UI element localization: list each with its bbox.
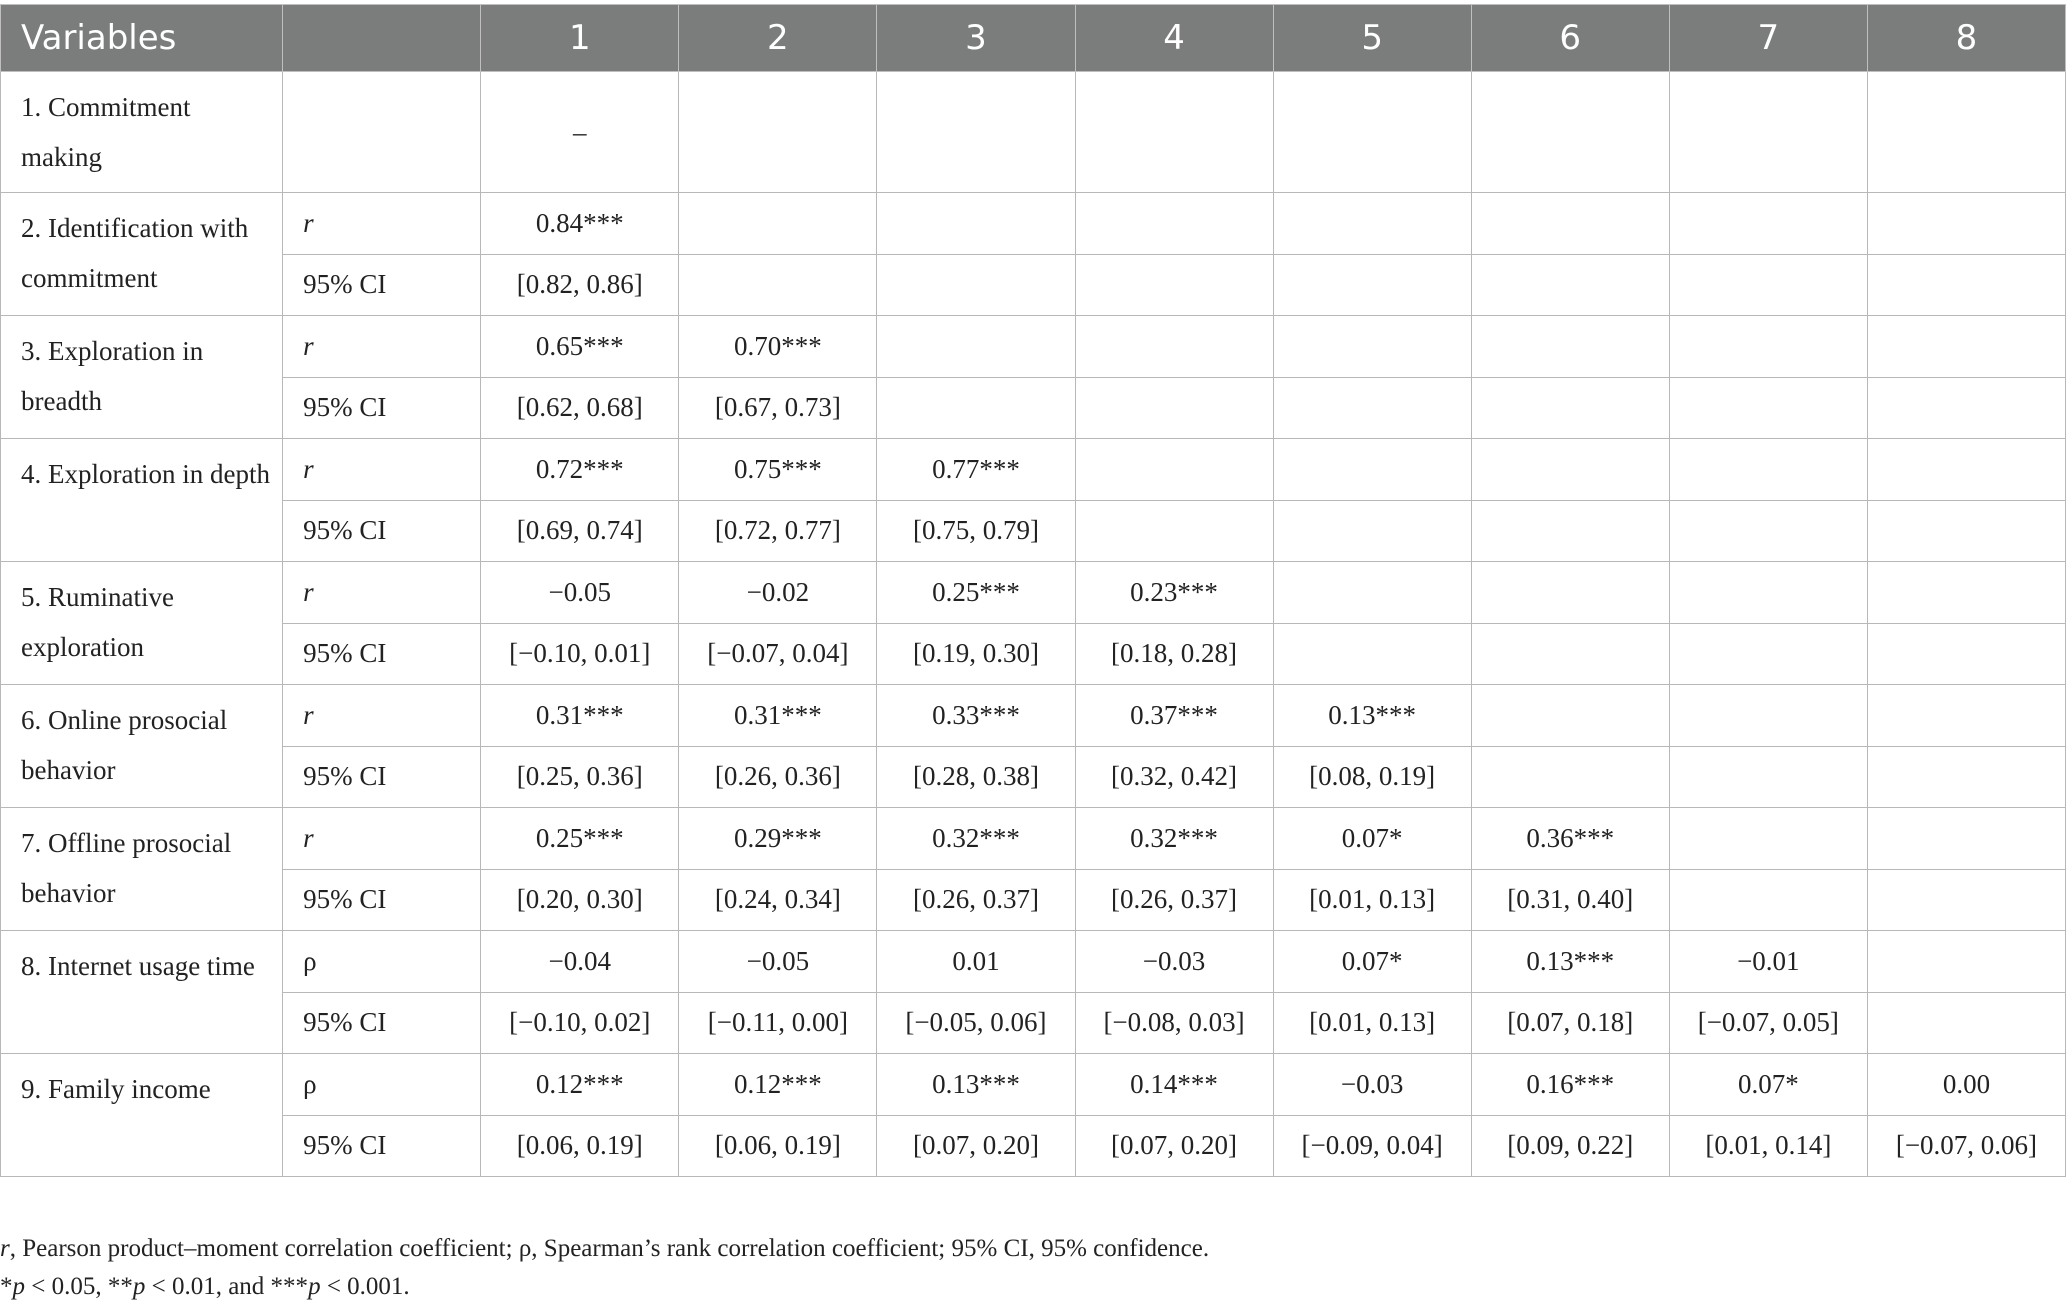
table-cell xyxy=(1471,685,1669,747)
table-cell: 0.13*** xyxy=(1273,685,1471,747)
table-cell: 0.14*** xyxy=(1075,1054,1273,1116)
table-cell xyxy=(1471,377,1669,439)
table-cell: 0.84*** xyxy=(481,193,679,255)
table-cell xyxy=(1867,746,2065,808)
table-cell xyxy=(1273,377,1471,439)
table-cell xyxy=(1273,439,1471,501)
header-col-3: 3 xyxy=(877,5,1075,72)
table-cell xyxy=(877,316,1075,378)
table-cell xyxy=(1669,72,1867,193)
table-cell xyxy=(1867,254,2065,316)
table-cell: −0.05 xyxy=(679,931,877,993)
table-cell: 0.65*** xyxy=(481,316,679,378)
table-cell: [0.26, 0.36] xyxy=(679,746,877,808)
stat-label: 95% CI xyxy=(283,377,481,439)
table-cell: [0.20, 0.30] xyxy=(481,869,679,931)
table-cell xyxy=(1075,316,1273,378)
variable-name: 5. Ruminative exploration xyxy=(1,562,283,685)
stat-label: 95% CI xyxy=(283,1115,481,1177)
table-cell xyxy=(1669,685,1867,747)
table-cell xyxy=(1669,808,1867,870)
table-cell xyxy=(1273,72,1471,193)
table-cell xyxy=(877,377,1075,439)
table-cell xyxy=(1075,72,1273,193)
table-cell: [0.01, 0.13] xyxy=(1273,869,1471,931)
table-cell: [0.19, 0.30] xyxy=(877,623,1075,685)
table-row xyxy=(1,500,2066,562)
table-cell xyxy=(1669,193,1867,255)
table-cell xyxy=(1669,316,1867,378)
table-cell xyxy=(1867,500,2065,562)
stat-label: r xyxy=(283,685,481,747)
table-cell: 0.12*** xyxy=(481,1054,679,1116)
table-row xyxy=(1,992,2066,1054)
table-cell xyxy=(679,72,877,193)
table-row xyxy=(1,1115,2066,1177)
table-cell xyxy=(1669,254,1867,316)
table-row xyxy=(1,931,2066,993)
table-cell xyxy=(1471,72,1669,193)
stat-label xyxy=(283,72,481,193)
table-cell xyxy=(1075,254,1273,316)
stat-label: 95% CI xyxy=(283,500,481,562)
table-cell: [0.01, 0.13] xyxy=(1273,992,1471,1054)
note-r-text: , Pearson product–moment correlation coefficient; ρ, Spearman’s rank correlation coefficient; 95% CI, 95% confidence. xyxy=(9,1235,1210,1262)
header-col-2: 2 xyxy=(679,5,877,72)
table-cell xyxy=(1867,931,2065,993)
stat-label: r xyxy=(283,808,481,870)
stat-label: r xyxy=(283,439,481,501)
table-cell xyxy=(1075,439,1273,501)
header-col-7: 7 xyxy=(1669,5,1867,72)
variable-name: 4. Exploration in depth xyxy=(1,439,283,562)
table-cell: [0.62, 0.68] xyxy=(481,377,679,439)
table-cell xyxy=(1669,500,1867,562)
table-cell: [0.18, 0.28] xyxy=(1075,623,1273,685)
table-cell: 0.77*** xyxy=(877,439,1075,501)
table-cell: 0.25*** xyxy=(481,808,679,870)
table-cell: [−0.11, 0.00] xyxy=(679,992,877,1054)
table-cell: [0.07, 0.20] xyxy=(1075,1115,1273,1177)
table-cell: [0.24, 0.34] xyxy=(679,869,877,931)
table-row xyxy=(1,377,2066,439)
table-cell: 0.37*** xyxy=(1075,685,1273,747)
table-row xyxy=(1,746,2066,808)
note-text: < 0.01, and *** xyxy=(145,1273,309,1300)
stat-label: 95% CI xyxy=(283,992,481,1054)
table-cell xyxy=(1471,746,1669,808)
stat-label: 95% CI xyxy=(283,623,481,685)
table-cell xyxy=(1867,72,2065,193)
table-cell xyxy=(1075,377,1273,439)
note-line-1 xyxy=(0,1230,1209,1268)
variable-name: 8. Internet usage time xyxy=(1,931,283,1054)
table-row xyxy=(1,193,2066,255)
table-row xyxy=(1,316,2066,378)
note-p: p xyxy=(132,1273,146,1300)
variable-name: 2. Identification with commitment xyxy=(1,193,283,316)
correlation-table xyxy=(0,4,2066,1177)
table-cell: 0.32*** xyxy=(877,808,1075,870)
table-cell xyxy=(1867,439,2065,501)
table-cell: 0.07* xyxy=(1273,931,1471,993)
table-cell: 0.23*** xyxy=(1075,562,1273,624)
table-cell: [0.26, 0.37] xyxy=(877,869,1075,931)
table-cell xyxy=(1471,254,1669,316)
table-cell xyxy=(1867,193,2065,255)
variable-name: 9. Family income xyxy=(1,1054,283,1177)
note-asterisk: * xyxy=(0,1273,13,1300)
table-cell: [0.72, 0.77] xyxy=(679,500,877,562)
table-cell: 0.33*** xyxy=(877,685,1075,747)
table-cell: −0.05 xyxy=(481,562,679,624)
table-cell: 0.13*** xyxy=(877,1054,1075,1116)
table-cell xyxy=(1273,562,1471,624)
table-cell: [0.07, 0.20] xyxy=(877,1115,1075,1177)
table-cell xyxy=(679,254,877,316)
table-cell: 0.36*** xyxy=(1471,808,1669,870)
table-cell xyxy=(1669,562,1867,624)
table-cell: [0.32, 0.42] xyxy=(1075,746,1273,808)
table-cell xyxy=(1867,562,2065,624)
stat-label: ρ xyxy=(283,931,481,993)
table-cell: [0.09, 0.22] xyxy=(1471,1115,1669,1177)
table-cell xyxy=(1273,500,1471,562)
table-cell: 0.07* xyxy=(1669,1054,1867,1116)
table-cell xyxy=(1471,562,1669,624)
table-cell xyxy=(1669,623,1867,685)
stat-label: 95% CI xyxy=(283,869,481,931)
table-cell: −0.03 xyxy=(1273,1054,1471,1116)
table-cell: [−0.09, 0.04] xyxy=(1273,1115,1471,1177)
table-cell: [−0.05, 0.06] xyxy=(877,992,1075,1054)
table-cell: [−0.10, 0.01] xyxy=(481,623,679,685)
table-cell xyxy=(1273,623,1471,685)
table-cell xyxy=(1669,869,1867,931)
table-cell: [0.01, 0.14] xyxy=(1669,1115,1867,1177)
table-cell xyxy=(1471,500,1669,562)
table-row xyxy=(1,439,2066,501)
header-col-6: 6 xyxy=(1471,5,1669,72)
table-cell: 0.70*** xyxy=(679,316,877,378)
table-cell: [0.28, 0.38] xyxy=(877,746,1075,808)
table-cell xyxy=(1273,254,1471,316)
table-cell xyxy=(1669,746,1867,808)
table-cell xyxy=(1273,193,1471,255)
table-cell: [0.07, 0.18] xyxy=(1471,992,1669,1054)
variable-name: 7. Offline prosocial behavior xyxy=(1,808,283,931)
table-cell: −0.01 xyxy=(1669,931,1867,993)
table-cell xyxy=(1075,193,1273,255)
header-col-4: 4 xyxy=(1075,5,1273,72)
table-cell xyxy=(1471,623,1669,685)
table-cell: 0.32*** xyxy=(1075,808,1273,870)
table-row xyxy=(1,562,2066,624)
table-cell: 0.07* xyxy=(1273,808,1471,870)
table-cell: [0.26, 0.37] xyxy=(1075,869,1273,931)
table-cell: −0.04 xyxy=(481,931,679,993)
table-cell: 0.01 xyxy=(877,931,1075,993)
table-cell xyxy=(1867,869,2065,931)
table-cell: [0.31, 0.40] xyxy=(1471,869,1669,931)
table-row xyxy=(1,254,2066,316)
stat-label: r xyxy=(283,562,481,624)
table-cell xyxy=(877,193,1075,255)
table-cell: 0.29*** xyxy=(679,808,877,870)
stat-label: r xyxy=(283,193,481,255)
table-cell: [−0.10, 0.02] xyxy=(481,992,679,1054)
table-row xyxy=(1,1054,2066,1116)
stat-label: r xyxy=(283,316,481,378)
note-line-2 xyxy=(0,1268,1209,1306)
variable-name: 6. Online prosocial behavior xyxy=(1,685,283,808)
table-cell xyxy=(1867,685,2065,747)
table-cell xyxy=(1867,623,2065,685)
table-cell: 0.31*** xyxy=(679,685,877,747)
header-stat xyxy=(283,5,481,72)
note-text: < 0.001. xyxy=(320,1273,410,1300)
table-row xyxy=(1,869,2066,931)
table-cell: [0.25, 0.36] xyxy=(481,746,679,808)
variable-name: 1. Commitment making xyxy=(1,72,283,193)
table-cell: [0.67, 0.73] xyxy=(679,377,877,439)
table-cell: [0.75, 0.79] xyxy=(877,500,1075,562)
table-cell xyxy=(1669,439,1867,501)
table-cell: [−0.07, 0.05] xyxy=(1669,992,1867,1054)
note-r-symbol: r xyxy=(0,1235,10,1262)
table-cell xyxy=(1867,808,2065,870)
table-cell xyxy=(1471,193,1669,255)
table-cell: −0.03 xyxy=(1075,931,1273,993)
variable-name: 3. Exploration in breadth xyxy=(1,316,283,439)
note-text: < 0.05, ** xyxy=(25,1273,133,1300)
header-col-5: 5 xyxy=(1273,5,1471,72)
table-cell xyxy=(877,72,1075,193)
table-row xyxy=(1,808,2066,870)
table-cell: [−0.08, 0.03] xyxy=(1075,992,1273,1054)
table-cell: [0.06, 0.19] xyxy=(679,1115,877,1177)
table-cell: 0.13*** xyxy=(1471,931,1669,993)
table-cell: 0.16*** xyxy=(1471,1054,1669,1116)
table-cell: 0.25*** xyxy=(877,562,1075,624)
header-col-8: 8 xyxy=(1867,5,2065,72)
table-cell xyxy=(1669,377,1867,439)
stat-label: 95% CI xyxy=(283,746,481,808)
header-variables: Variables xyxy=(1,5,283,72)
table-cell: 0.00 xyxy=(1867,1054,2065,1116)
table-cell: 0.12*** xyxy=(679,1054,877,1116)
table-cell: [−0.07, 0.06] xyxy=(1867,1115,2065,1177)
stat-label: ρ xyxy=(283,1054,481,1116)
table-cell: – xyxy=(481,72,679,193)
table-cell xyxy=(1075,500,1273,562)
table-cell: [0.82, 0.86] xyxy=(481,254,679,316)
table-cell xyxy=(1867,377,2065,439)
table-cell xyxy=(1867,316,2065,378)
table-cell: 0.72*** xyxy=(481,439,679,501)
table-cell: [0.08, 0.19] xyxy=(1273,746,1471,808)
table-cell xyxy=(1867,992,2065,1054)
table-cell xyxy=(1471,439,1669,501)
table-cell: [−0.07, 0.04] xyxy=(679,623,877,685)
table-cell xyxy=(1273,316,1471,378)
table-cell xyxy=(877,254,1075,316)
table-notes xyxy=(0,1230,1209,1306)
table-cell: [0.69, 0.74] xyxy=(481,500,679,562)
table-row xyxy=(1,623,2066,685)
table-cell: [0.06, 0.19] xyxy=(481,1115,679,1177)
header-row xyxy=(1,5,2066,72)
note-p: p xyxy=(12,1273,25,1300)
table-cell: −0.02 xyxy=(679,562,877,624)
header-col-1: 1 xyxy=(481,5,679,72)
stat-label: 95% CI xyxy=(283,254,481,316)
note-p: p xyxy=(308,1273,321,1300)
table-cell xyxy=(1471,316,1669,378)
table-cell xyxy=(679,193,877,255)
table-cell: 0.75*** xyxy=(679,439,877,501)
table-body xyxy=(1,72,2066,1177)
correlation-table-container xyxy=(0,4,2066,1177)
table-row xyxy=(1,685,2066,747)
table-row xyxy=(1,72,2066,193)
table-cell: 0.31*** xyxy=(481,685,679,747)
